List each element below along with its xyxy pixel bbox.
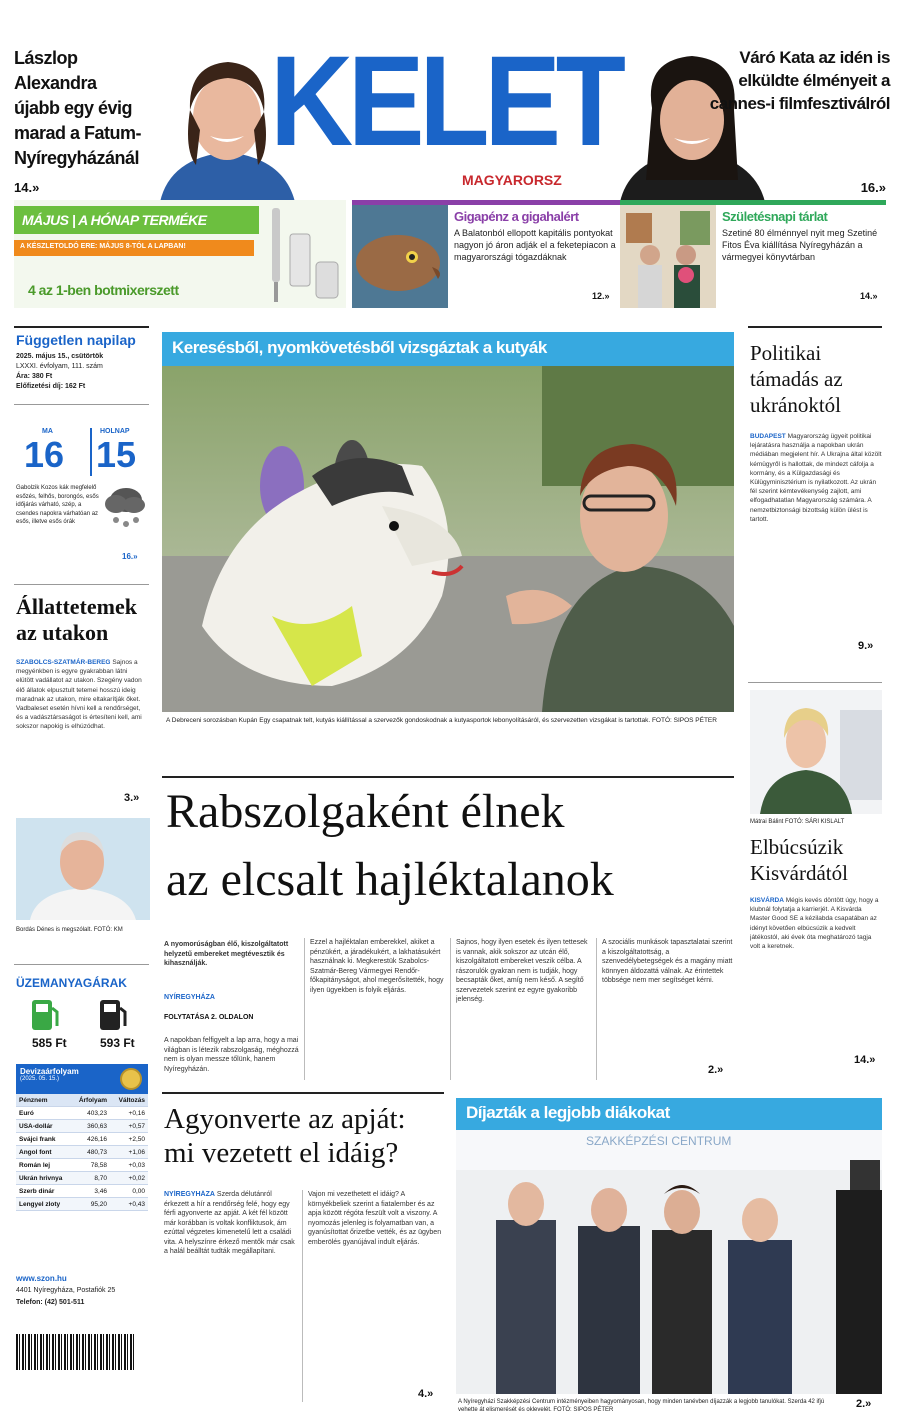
main-photo-caption: A Debreceni sorozásban Kupán Egy csapatnak telt, kutyás kiállítással a szervezők gondoskodnak a kutyasportok lebonyolításáról, és szervezetten vizsgákat is tartottak. FOTÓ: SIPOS PÉTER bbox=[166, 717, 717, 724]
exchange-cell: 95,20 bbox=[90, 1201, 107, 1208]
sport-body: Mégis kevés döntött úgy, hogy a klubnál folytatja a karrierjét. A Kisvárda Master Good SE a kézilabda csapatában az idényt követően elbúcsúzik a kedvelt játékostól, aki évek óta meghatározó tagja volt a keretnek. bbox=[750, 897, 879, 951]
exchange-header bbox=[16, 1064, 148, 1094]
exchange-cell: 0,00 bbox=[132, 1188, 145, 1195]
main-photo-banner: Keresésből, nyomkövetésből vizsgáztak a kutyák bbox=[162, 332, 734, 366]
right-divider-1 bbox=[748, 682, 882, 683]
exchange-cell: Pénznem bbox=[19, 1097, 48, 1104]
headline-line-1[interactable]: Rabszolgaként élnek bbox=[166, 785, 565, 838]
teaser-fish-text: A Balatonból ellopott kapitális pontyokat nagyon jó áron adják el a feketepiacon a magyarországi tógazdáknak bbox=[454, 228, 616, 262]
fuel-price-2: 593 Ft bbox=[100, 1036, 135, 1050]
exchange-cell: +1,06 bbox=[128, 1149, 145, 1156]
right-top-rule bbox=[748, 326, 882, 328]
exchange-cell: Árfolyam bbox=[78, 1097, 107, 1104]
exchange-row bbox=[16, 1133, 148, 1146]
left-story-page: 3.» bbox=[124, 792, 140, 804]
left-story-photo bbox=[16, 818, 150, 920]
exchange-cell: Román lej bbox=[19, 1162, 51, 1169]
right-story-page: 9.» bbox=[858, 640, 874, 652]
headline-location: NYÍREGYHÁZA bbox=[164, 994, 215, 1001]
exchange-subtitle: (2025. 05. 15.) bbox=[20, 1076, 60, 1082]
teaser-fish[interactable] bbox=[352, 200, 620, 308]
main-photo[interactable] bbox=[162, 366, 734, 712]
story2-title-line-1[interactable]: Agyonverte az apját: bbox=[164, 1103, 406, 1135]
headline-col-divider-2 bbox=[450, 938, 451, 1080]
contact-web[interactable]: www.szon.hu bbox=[16, 1274, 67, 1283]
barcode bbox=[16, 1334, 136, 1370]
exchange-table bbox=[16, 1064, 148, 1211]
masthead-right-story[interactable]: Váró Kata az idén is elküldte élményeit a cannes-i filmfesztiválról bbox=[709, 48, 890, 113]
exchange-cell: +0,43 bbox=[128, 1201, 145, 1208]
headline-top-rule bbox=[162, 776, 734, 778]
fish-photo bbox=[352, 205, 448, 308]
story2-col-divider bbox=[302, 1190, 303, 1402]
teaser-exhibit[interactable] bbox=[620, 200, 886, 308]
story2-title-line-2[interactable]: mi vezetett el idáig? bbox=[164, 1137, 399, 1169]
exchange-row bbox=[16, 1120, 148, 1133]
teaser-fish-page: 12.» bbox=[592, 291, 610, 301]
masthead bbox=[0, 0, 900, 200]
exchange-cell: Szerb dinár bbox=[19, 1188, 55, 1195]
info-tagline: Független napilap bbox=[16, 332, 136, 348]
awards-photo[interactable] bbox=[456, 1130, 882, 1394]
masthead-logo[interactable]: KELET bbox=[270, 30, 621, 173]
right-story-lead: BUDAPEST bbox=[750, 433, 786, 440]
story2-col-2: Vajon mi vezethetett el idáig? A környékbeliek szerint a fiatalember és az apja között régóta feszült volt a viszony. A nyomozás jelenleg is folyamatban van, a gyanúsítottat őrizetbe vették, és az ügyben emberölés gyanújával indult eljárás. bbox=[308, 1191, 442, 1246]
exchange-row bbox=[16, 1107, 148, 1120]
weather-text: Gabolzik Kozos kák megfelelő esőzés, felhős, borongós, esős időjárás várható, szép, a csendes napokra várhatóan az esős, illetve esős órák bbox=[16, 485, 99, 526]
headline-col-2: Ezzel a hajléktalan emberekkel, akiket a pénzükért, a járadékukért, a lakhatásukért használnak ki. Megkerestük Szabolcs-Szatmár-Bereg Vármegyei Rendőr-főkapitányságot, ahol megerősítették, hogy ilyen ügyekben is folyik eljárás. bbox=[310, 939, 444, 994]
headline-col-divider-3 bbox=[596, 938, 597, 1080]
awards-banner: Díjazták a legjobb diákokat bbox=[456, 1098, 882, 1130]
fuel-title: ÜZEMANYAGÁRAK bbox=[16, 976, 127, 990]
promo-product: 4 az 1-ben botmixerszett bbox=[28, 282, 179, 298]
headline-col-3: Sajnos, hogy ilyen esetek és ilyen tettesek is vannak, akik sokszor az utcán élő, kiszolgáltatott embereket veszik célba. A rászorulók gyakran nem is tudják, hogy becsapták őket, amíg nem késő. A segítő szervezetek szerint ez egyre gyakoribb jelenség. bbox=[456, 939, 588, 1003]
exchange-row bbox=[16, 1146, 148, 1159]
sport-lead: KISVÁRDA bbox=[750, 897, 784, 904]
exchange-rows bbox=[16, 1094, 148, 1211]
left-story-title[interactable]: Állattetemek az utakon bbox=[16, 594, 137, 645]
story2-page: 4.» bbox=[418, 1388, 434, 1400]
left-story-photo-caption: Bordás Dénes is megszólalt. FOTÓ: KM bbox=[16, 927, 123, 933]
masthead-left-page: 14.» bbox=[14, 180, 40, 195]
right-story-title[interactable]: Politikai támadás az ukránoktól bbox=[750, 341, 843, 417]
exchange-cell: 426,16 bbox=[87, 1136, 107, 1143]
exchange-cell: +0,16 bbox=[128, 1110, 145, 1117]
sport-text bbox=[750, 896, 882, 1060]
exchange-row bbox=[16, 1172, 148, 1185]
promo-title: MÁJUS | A HÓNAP TERMÉKE bbox=[14, 206, 259, 234]
right-story-body: Magyarország ügyeit politikai lejáratásra használja a napokban ukrán médiában megjelent hír. A Ukrajna által közölt kémügyről is hallottak, de mindezt cáfolja a kormány, és a Külgazdasági és Külügyminisztérium is nyilatkozott. Az ukrán fél szerint kémtevékenység zajlott, ami elfogadhatatlan Magyarország számára. A nemzetbiztonsági bizottság külön ülést is tartott. bbox=[750, 433, 882, 523]
headline-col-4: A szociális munkások tapasztalatai szerint a kiszolgáltatottság, a szenvedélybetegségek és a magány miatt könnyen áldozattá válnak. Az érintettek többsége nem mer segítséget kérni. bbox=[602, 939, 733, 984]
exchange-cell: +0,03 bbox=[128, 1162, 145, 1169]
exhibit-photo bbox=[620, 205, 716, 308]
exchange-cell: Angol font bbox=[19, 1149, 52, 1156]
story2-col-1-body: Szerda délutánról érkezett a hír a rendőrség felé, hogy egy férfi agyonverte az apját. A két fél között már korábban is voltak konfliktusok, ám ezúttal végzetes kimenetelű lett a családi vita. A helyszínre érkező mentők már csak a halál beálltát tudták megállapítani. bbox=[164, 1191, 295, 1255]
exchange-cell: 360,63 bbox=[87, 1123, 107, 1130]
masthead-subtitle: MAGYARORSZ bbox=[462, 172, 562, 188]
contact-phone: Telefon: (42) 501-511 bbox=[16, 1299, 85, 1306]
blender-set-icon bbox=[266, 204, 342, 304]
right-story-text bbox=[750, 432, 882, 654]
weather-day2-temp: 15 bbox=[96, 434, 137, 475]
sport-title[interactable]: Elbúcsúzik Kisvárdától bbox=[750, 835, 848, 885]
exchange-cell: +0,02 bbox=[128, 1175, 145, 1182]
weather-divider bbox=[90, 428, 92, 476]
headline-lead: A nyomorúságban élő, kiszolgáltatott helyzetű embereket megtévesztik és kihasználják. bbox=[164, 941, 289, 967]
exchange-cell: Lengyel zloty bbox=[19, 1201, 61, 1208]
info-date: 2025. május 15., csütörtök bbox=[16, 353, 104, 360]
teaser-exhibit-text: Szetiné 80 élménnyel nyit meg Szetiné Fitos Éva kiállítása Nyíregyházán a vármegyei könyvtárban bbox=[722, 228, 878, 262]
exchange-cell: USA-dollár bbox=[19, 1123, 53, 1130]
weather-day2-label: HOLNAP bbox=[100, 428, 130, 435]
weather-page: 16.» bbox=[122, 552, 138, 561]
left-story-text bbox=[16, 658, 144, 804]
exchange-cell: 3,46 bbox=[94, 1188, 107, 1195]
fuel-pump-green-icon bbox=[30, 998, 60, 1032]
exchange-cell: 78,58 bbox=[90, 1162, 107, 1169]
exchange-cell: Euró bbox=[19, 1110, 34, 1117]
left-divider-2 bbox=[14, 584, 149, 585]
awards-caption: A Nyíregyházi Szakképzési Centrum intézményeiben hagyományosan, hogy minden tanévben díjazzák a legjobb tanulókat. Szerda 42 ifjú vehette át elismerését és oklevelét. FOTÓ: SIPOS PÉTER bbox=[458, 1399, 825, 1413]
weather-box bbox=[14, 408, 149, 574]
fuel-pump-dark-icon bbox=[98, 998, 128, 1032]
headline-col-1: A napokban felfigyelt a lap arra, hogy a mai világban is létezik rabszolgaság, méghozzá nem is olyan messze tőlünk, hanem Nyíregyházán. bbox=[164, 1037, 299, 1073]
exchange-cell: +2,50 bbox=[128, 1136, 145, 1143]
story2-top-rule bbox=[162, 1092, 444, 1094]
coin-icon bbox=[120, 1068, 142, 1090]
teaser-exhibit-title: Születésnapi tárlat bbox=[722, 209, 828, 224]
headline-continue: FOLYTATÁSA 2. OLDALON bbox=[164, 1014, 254, 1021]
left-divider-3 bbox=[14, 964, 149, 965]
exchange-cell: +0,57 bbox=[128, 1123, 145, 1130]
story2-col-1 bbox=[164, 1190, 298, 1402]
info-issue: LXXXI. évfolyam, 111. szám bbox=[16, 363, 103, 370]
masthead-right-page: 16.» bbox=[860, 180, 886, 195]
teaser-exhibit-page: 14.» bbox=[860, 291, 878, 301]
info-subscription: Előfizetési díj: 162 Ft bbox=[16, 383, 86, 390]
masthead-left-story[interactable]: Lászlop Alexandra újabb egy évig marad a Fatum-Nyíregyházánál bbox=[14, 48, 142, 168]
left-top-rule bbox=[14, 326, 149, 328]
left-divider-1 bbox=[14, 404, 149, 405]
contact-address: 4401 Nyíregyháza, Postafiók 25 bbox=[16, 1287, 116, 1294]
awards-sign: SZAKKÉPZÉSI CENTRUM bbox=[586, 1134, 732, 1148]
exchange-cell: 480,73 bbox=[87, 1149, 107, 1156]
exchange-title: Devizaárfolyam bbox=[20, 1067, 79, 1076]
sport-page: 14.» bbox=[854, 1054, 876, 1066]
weather-day1-label: MA bbox=[42, 428, 53, 435]
exchange-row bbox=[16, 1198, 148, 1211]
fuel-price-1: 585 Ft bbox=[32, 1036, 67, 1050]
promo-box[interactable] bbox=[14, 200, 346, 308]
exchange-row bbox=[16, 1185, 148, 1198]
exchange-cell: Változás bbox=[118, 1097, 145, 1104]
exchange-cell: 403,23 bbox=[87, 1110, 107, 1117]
left-story-lead: SZABOLCS-SZATMÁR-BEREG bbox=[16, 659, 111, 666]
awards-page: 2.» bbox=[856, 1398, 872, 1410]
sport-caption: Mátrai Bálint FOTÓ: SÁRI KISLALT bbox=[750, 819, 845, 825]
teaser-fish-title: Gigapénz a gigahalért bbox=[454, 209, 579, 224]
sport-photo[interactable] bbox=[750, 690, 882, 814]
headline-col-divider-1 bbox=[304, 938, 305, 1080]
exchange-header-row bbox=[16, 1094, 148, 1107]
promo-strip: A KÉSZLETOLDÓ ERE: MÁJUS 8-TÓL A LAPBAN! bbox=[14, 240, 254, 256]
exchange-cell: Svájci frank bbox=[19, 1136, 56, 1143]
weather-day1-temp: 16 bbox=[24, 434, 65, 475]
story2-lead: NYÍREGYHÁZA bbox=[164, 1191, 215, 1198]
headline-line-2[interactable]: az elcsalt hajléktalanok bbox=[166, 853, 614, 906]
exchange-row bbox=[16, 1159, 148, 1172]
cloud-rain-icon bbox=[102, 484, 148, 530]
exchange-cell: 8,70 bbox=[94, 1175, 107, 1182]
exchange-cell: Ukrán hrivnya bbox=[19, 1175, 63, 1182]
left-story-body: Sajnos a megyénkben is egyre gyakrabban látni elütött vadállatot az utakon. Szegény vadon élő állatok elpusztult tetemei hosszú ideig maradnak az utakon, mire eltakarítják őket. Vadbaleset esetén hívni kell a rendőrséget, és a vadásztársaságot is értesíteni kell, ami sokszor napokig is elhúzódhat. bbox=[16, 659, 142, 731]
info-price: Ára: 380 Ft bbox=[16, 373, 53, 380]
headline-page: 2.» bbox=[708, 1064, 724, 1076]
